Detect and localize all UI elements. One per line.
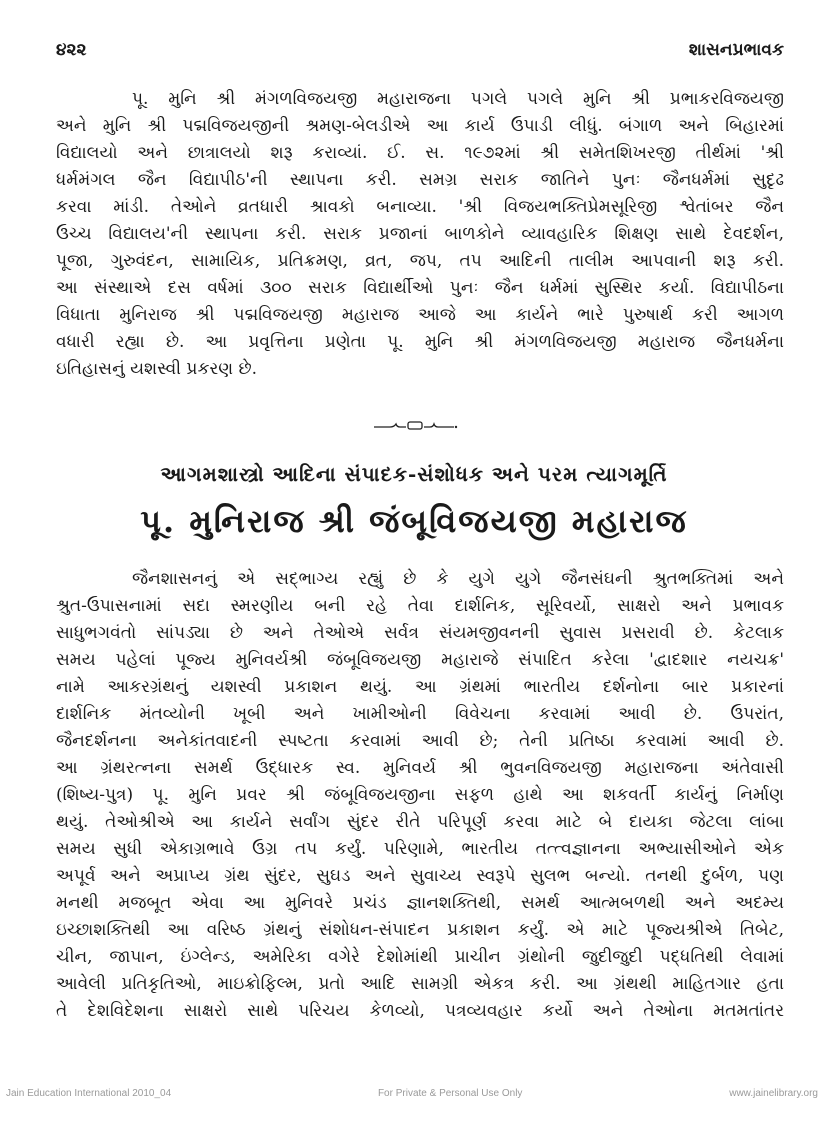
paragraph-jambuvijayji (56, 566, 784, 1025)
text-line: તે દેશવિદેશના સાક્ષરો સાથે પરિચય કેળવ્યો, પત્રવ્યવહાર કર્યો અને તેઓના મતમતાંતર (56, 1001, 784, 1021)
text-line: દાર્શનિક મંતવ્યોની ખૂબી અને ખામીઓની વિવેચના કરવામાં આવી છે. ઉપરાંત, (56, 704, 784, 724)
text-line: શ્રુત-ઉપાસનામાં સદા સ્મરણીય બની રહે તેવા દાર્શનિક, સૂરિવર્યો, સાક્ષરો અને પ્રભાવક (56, 596, 784, 616)
text-line: ચીન, જાપાન, ઇંગ્લેન્ડ, અમેરિકા વગેરે દેશોમાંથી પ્રાચીન ગ્રંથોની જુદીજુદી પદ્ધતિથી લેવામાં (56, 947, 784, 967)
text-line: પૂજા, ગુરુવંદન, સામાયિક, પ્રતિક્રમણ, વ્રત, જપ, તપ આદિની તાલીમ આપવાની શરૂ કરી. (56, 251, 784, 271)
text-line: જૈનશાસનનું એ સદ્ભાગ્ય રહ્યું છે કે યુગે યુગે જૈનસંઘની શ્રુતભક્તિમાં અને (132, 569, 784, 589)
text-line: સમય પહેલાં પૂજ્ય મુનિવર્યશ્રી જંબૂવિજયજી મહારાજે સંપાદિત કરેલા 'દ્વાદશાર નયચક્ર' (56, 650, 784, 670)
text-line: થયું. તેઓશ્રીએ આ કાર્યને સર્વાંગ સુંદર રીતે પરિપૂર્ણ કરવા માટે બે દાયકા જેટલા લાંબા (56, 812, 784, 832)
text-line: ધર્મમંગલ જૈન વિદ્યાપીઠ'ની સ્થાપના કરી. સમગ્ર સરાક જાતિને પુનઃ જૈનધર્મમાં સુદૃઢ (56, 170, 784, 190)
text-line: આ ગ્રંથરત્નના સમર્થ ઉદ્ધારક સ્વ. મુનિવર્ય શ્રી ભુવનવિજયજી મહારાજના અંતેવાસી (56, 758, 784, 778)
text-line: પૂ. મુનિ શ્રી મંગળવિજયજી મહારાજના પગલે પગલે મુનિ શ્રી પ્રભાકરવિજયજી (132, 89, 784, 109)
text-line: વિદ્યાલયો અને છાત્રાલયો શરૂ કરાવ્યાં. ઈ. સ. ૧૯૭૨માં શ્રી સમેતશિખરજી તીર્થમાં 'શ્રી (56, 143, 784, 163)
ornament-divider-icon (372, 418, 458, 432)
paragraph-sarak-vidyapith (56, 86, 784, 383)
section-title: પૂ. મુનિરાજ શ્રી જંબૂવિજયજી મહારાજ (140, 502, 688, 540)
text-line: સાધુભગવંતો સાંપડ્યા છે અને તેઓએ સર્વત્ર સંયમજીવનની સુવાસ પ્રસરાવી છે. કેટલાક (56, 623, 784, 643)
footer-website-link[interactable]: www.jainelibrary.org (729, 1088, 818, 1099)
text-line: ઉચ્ચ વિદ્યાલય'ની સ્થાપના કરી. સરાક પ્રજાનાં બાળકોને વ્યાવહારિક શિક્ષણ સાથે દેવદર્શન, (56, 224, 784, 244)
text-line: ઇતિહાસનું યશસ્વી પ્રકરણ છે. (56, 359, 258, 379)
text-line: (શિષ્ય-પુત્ર) પૂ. મુનિ પ્રવર શ્રી જંબૂવિજયજીના સફળ હાથે આ શકવર્તી કાર્યનું નિર્માણ (56, 785, 784, 805)
text-line: સમય સુધી એકાગ્રભાવે ઉગ્ર તપ કર્યું. પરિણામે, ભારતીય તત્ત્વજ્ઞાનના અભ્યાસીઓને એક (56, 839, 784, 859)
section-subtitle: આગમશાસ્ત્રો આદિના સંપાદક-સંશોધક અને પરમ ત્યાગમૂર્તિ (160, 462, 668, 486)
text-line: જૈનદર્શનના અનેકાંતવાદની સ્પષ્ટતા કરવામાં આવી છે; તેની પ્રતિષ્ઠા કરવામાં આવી છે. (56, 731, 784, 751)
page-footer (6, 1088, 818, 1099)
text-line: મનથી મજબૂત એવા આ મુનિવરે પ્રચંડ જ્ઞાનશક્તિથી, સમર્થ આત્મબળથી અને અદમ્ય (56, 893, 784, 913)
running-title: શાસનપ્રભાવક (688, 40, 784, 60)
page-header (56, 38, 784, 62)
text-line: વિધાતા મુનિરાજ શ્રી પદ્મવિજયજી મહારાજ આજે આ કાર્યને ભારે પુરુષાર્થ કરી આગળ (56, 305, 784, 325)
text-line: અને મુનિ શ્રી પદ્મવિજયજીની શ્રમણ-બેલડીએ આ કાર્ય ઉપાડી લીધું. બંગાળ અને બિહારમાં (56, 116, 784, 136)
text-line: કરવા માંડી. તેઓને વ્રતધારી શ્રાવકો બનાવ્યા. 'શ્રી વિજયભક્તિપ્રેમસૂરિજી શ્વેતાંબર જૈન (56, 197, 784, 217)
text-line: આ સંસ્થાએ દસ વર્ષમાં ૩૦૦ સરાક વિદ્યાર્થીઓ પુનઃ જૈન ધર્મમાં સુસ્થિર કર્યા. વિદ્યાપીઠના (56, 278, 784, 298)
footer-usage-note: For Private & Personal Use Only (377, 1088, 523, 1099)
text-line: નામે આકરગ્રંથનું યશસ્વી પ્રકાશન થયું. આ ગ્રંથમાં ભારતીય દર્શનોના બાર પ્રકારનાં (56, 677, 784, 697)
footer-publisher: Jain Education International 2010_04 (6, 1088, 172, 1099)
text-line: ઇચ્છાશક્તિથી આ વરિષ્ઠ ગ્રંથનું સંશોધન-સંપાદન પ્રકાશન કર્યું. એ માટે પૂજ્યશ્રીએ તિબેટ, (56, 920, 784, 940)
text-line: આવેલી પ્રતિકૃતિઓ, માઇક્રોફિલ્મ, પ્રતો આદિ સામગ્રી એકત્ર કરી. આ ગ્રંથથી માહિતગાર હતા (56, 974, 784, 994)
text-line: અપૂર્વ અને અપ્રાપ્ય ગ્રંથ સુંદર, સુઘડ અને સુવાચ્ય સ્વરૂપે સુલભ બન્યો. તનથી દુર્બળ, પણ (56, 866, 784, 886)
text-line: વધારી રહ્યા છે. આ પ્રવૃત્તિના પ્રણેતા પૂ. મુનિ શ્રી મંગળવિજયજી મહારાજ જૈનધર્મના (56, 332, 784, 352)
page-number: ૪૨૨ (56, 40, 87, 60)
